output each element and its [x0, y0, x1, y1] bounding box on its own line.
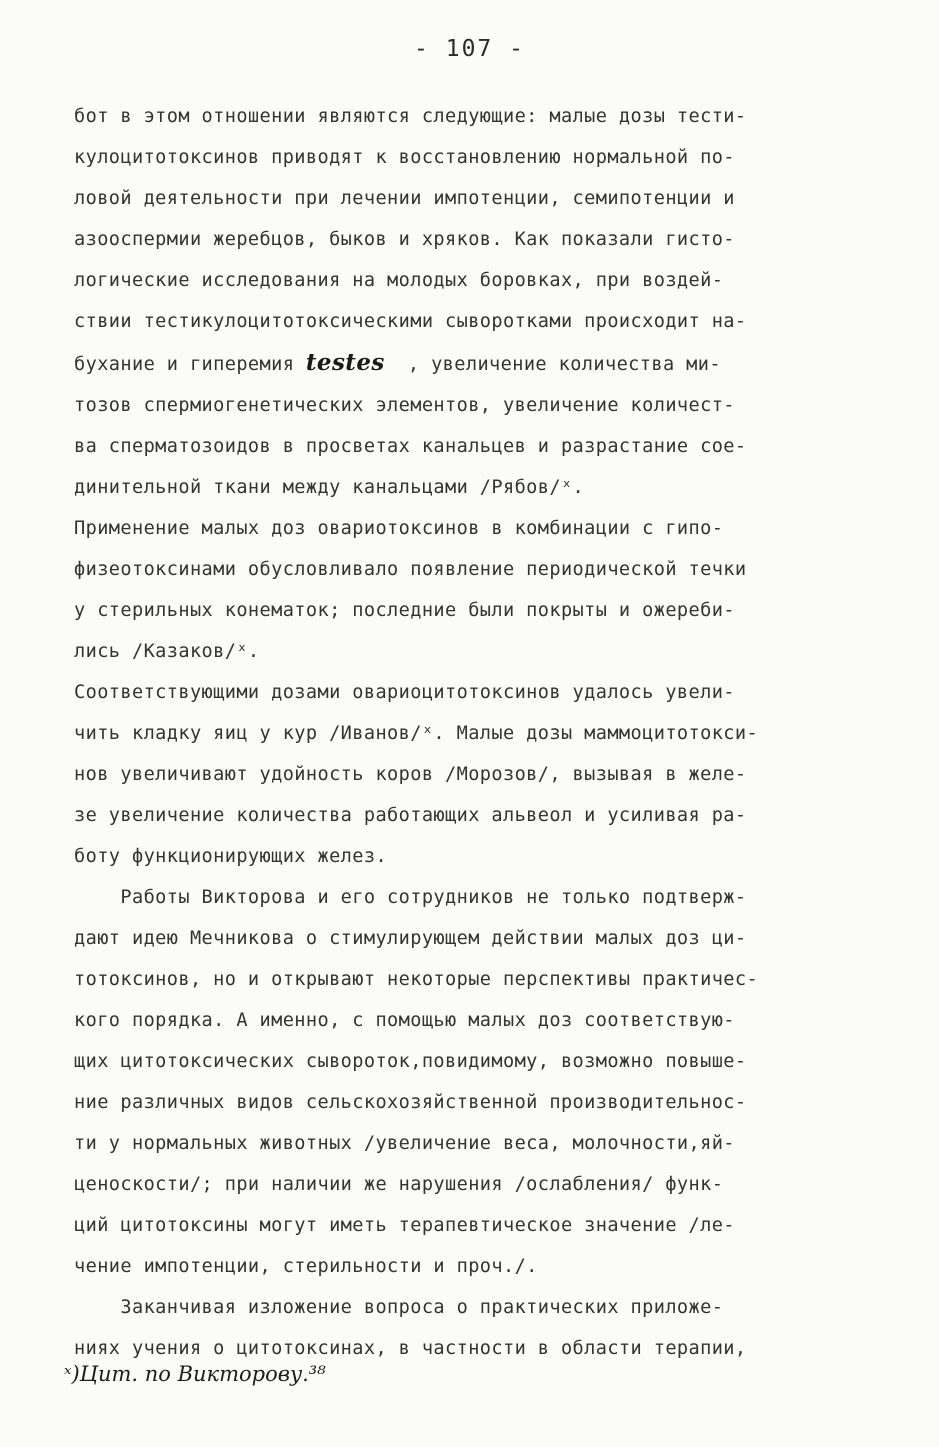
- text-line: Применение малых доз овариотоксинов в комбинации с гипо-: [74, 518, 724, 539]
- text-line: ствии тестикулоцитотоксическими сыворотками происходит на-: [74, 311, 747, 332]
- text-line: Работы Викторова и его сотрудников не только подтверж-: [74, 887, 747, 908]
- text-line: Соответствующими дозами овариоцитотоксинов удалось увели-: [74, 682, 735, 703]
- text-line: кого порядка. А именно, с помощью малых доз соответствую-: [74, 1010, 735, 1031]
- text-line: зе увеличение количества работающих альвеол и усиливая ра-: [74, 805, 747, 826]
- body-text: [74, 96, 874, 1369]
- text-line: лись /Казаков/ˣ.: [74, 641, 260, 662]
- text-line: нов увеличивают удойность коров /Морозов/, вызывая в желе-: [74, 764, 747, 785]
- text-line: кулоцитотоксинов приводят к восстановлению нормальной по-: [74, 147, 735, 168]
- text-line: боту функционирующих желез.: [74, 846, 388, 867]
- text-line: тотоксинов, но и открывают некоторые перспективы практичес-: [74, 969, 759, 990]
- text-line: тозов спермиогенетических элементов, увеличение количест-: [74, 395, 735, 416]
- page-number: - 107 -: [414, 36, 525, 62]
- text-line: бот в этом отношении являются следующие: малые дозы тести-: [74, 106, 747, 127]
- text-line: чение импотенции, стерильности и проч./.: [74, 1256, 538, 1277]
- text-line: чить кладку яиц у кур /Иванов/ˣ. Малые дозы маммоцитотокси-: [74, 723, 759, 744]
- text-line: азооспермии жеребцов, быков и хряков. Как показали гисто-: [74, 229, 735, 250]
- text-segment: бухание и гиперемия: [74, 354, 306, 375]
- text-line: ценоскости/; при наличии же нарушения /ослабления/ функ-: [74, 1174, 724, 1195]
- text-line: ние различных видов сельскохозяйственной производительнос-: [74, 1092, 747, 1113]
- text-line: у стерильных конематок; последние были покрыты и ожереби-: [74, 600, 735, 621]
- text-line: физеотоксинами обусловливало появление периодической течки: [74, 559, 747, 580]
- handwritten-latin-term: testes: [305, 349, 385, 376]
- text-line: щих цитотоксических сывороток,повидимому, возможно повыше-: [74, 1051, 747, 1072]
- footnote: ˣ)Цит. по Викторову.³⁸: [64, 1362, 326, 1386]
- text-line: логические исследования на молодых боровках, при воздей-: [74, 270, 724, 291]
- text-line: Заканчивая изложение вопроса о практических приложе-: [74, 1297, 724, 1318]
- text-line: ций цитотоксины могут иметь терапевтическое значение /ле-: [74, 1215, 735, 1236]
- text-line: ти у нормальных животных /увеличение веса, молочности,яй-: [74, 1133, 735, 1154]
- text-line: ловой деятельности при лечении импотенции, семипотенции и: [74, 188, 735, 209]
- text-line: динительной ткани между канальцами /Рябов/ˣ.: [74, 477, 585, 498]
- text-line: ва сперматозоидов в просветах канальцев и разрастание сое-: [74, 436, 747, 457]
- text-line: ниях учения о цитотоксинах, в частности в области терапии,: [74, 1338, 747, 1359]
- text-segment: , увеличение количества ми-: [384, 354, 721, 375]
- text-line: дают идею Мечникова о стимулирующем действии малых доз ци-: [74, 928, 747, 949]
- text-line: [74, 342, 874, 385]
